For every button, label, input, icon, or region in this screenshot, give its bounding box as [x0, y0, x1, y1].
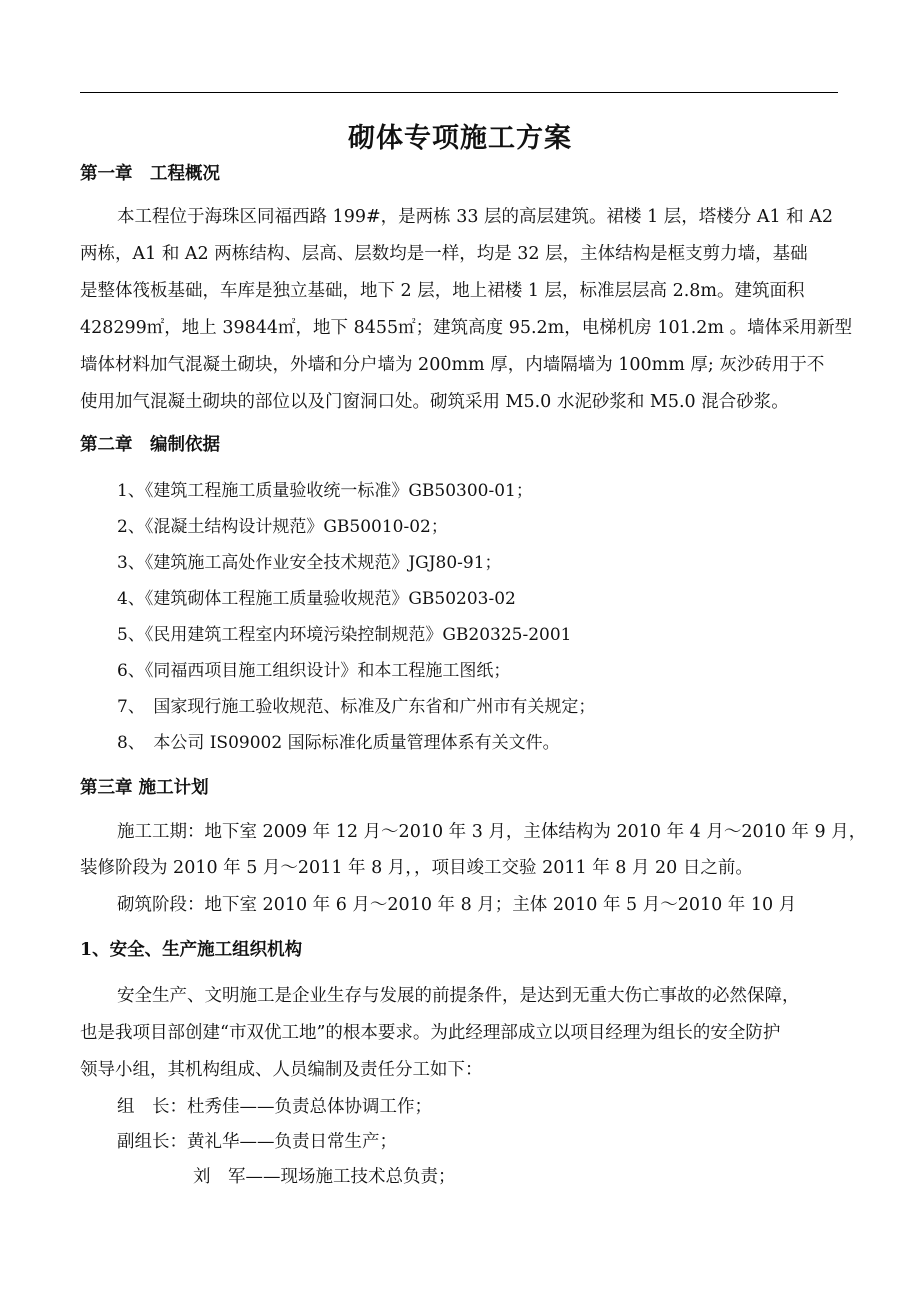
- member-line: 副组长：黄礼华——负责日常生产；: [117, 1132, 397, 1152]
- chapter1-line: 428299㎡，地上 39844㎡，地下 8455㎡；建筑高度 95.2m，电梯机房 101.2m 。墙体采用新型: [80, 318, 853, 338]
- member-line: 组 长：杜秀佳——负责总体协调工作；: [117, 1097, 432, 1117]
- reference-item: 6、《同福西项目施工组织设计》和本工程施工图纸；: [117, 661, 511, 681]
- member-line: 刘 军——现场施工技术总负责；: [193, 1167, 456, 1187]
- document-title: 砌体专项施工方案: [348, 123, 572, 154]
- reference-item: 7、 国家现行施工验收规范、标准及广东省和广州市有关规定；: [117, 697, 596, 717]
- reference-item: 4、《建筑砌体工程施工质量验收规范》GB50203-02: [117, 589, 516, 609]
- section1-line: 也是我项目部创建“市双优工地”的根本要求。为此经理部成立以项目经理为组长的安全防护: [80, 1023, 781, 1043]
- chapter3-line: 装修阶段为 2010 年 5 月～2011 年 8 月，，项目竣工交验 2011 年 8 月 20 日之前。: [80, 858, 753, 878]
- section1-line: 安全生产、文明施工是企业生存与发展的前提条件，是达到无重大伤亡事故的必然保障，: [117, 986, 800, 1006]
- reference-item: 5、《民用建筑工程室内环境污染控制规范》GB20325-2001: [117, 625, 572, 645]
- header-rule: [80, 92, 838, 93]
- chapter3-heading: 第三章 施工计划: [80, 778, 209, 798]
- section1-line: 领导小组，其机构组成、人员编制及责任分工如下：: [80, 1060, 483, 1080]
- reference-item: 8、 本公司 IS09002 国际标准化质量管理体系有关文件。: [117, 733, 560, 753]
- chapter2-heading: 第二章 编制依据: [80, 435, 220, 455]
- chapter1-line: 本工程位于海珠区同福西路 199#，是两栋 33 层的高层建筑。裙楼 1 层，塔楼分 A1 和 A2: [117, 207, 834, 227]
- chapter1-heading: 第一章 工程概况: [80, 164, 220, 184]
- chapter1-line: 两栋，A1 和 A2 两栋结构、层高、层数均是一样，均是 32 层，主体结构是框支剪力墙，基础: [80, 244, 808, 264]
- reference-item: 2、《混凝土结构设计规范》GB50010-02；: [117, 517, 448, 537]
- chapter3-line: 施工工期：地下室 2009 年 12 月～2010 年 3 月，主体结构为 2010 年 4 月～2010 年 9 月，: [117, 822, 867, 842]
- chapter1-line: 是整体筏板基础，车库是独立基础，地下 2 层，地上裙楼 1 层，标准层层高 2.8m。建筑面积: [80, 281, 805, 301]
- section1-heading: 1、安全、生产施工组织机构: [80, 940, 303, 960]
- chapter1-line: 墙体材料加气混凝土砌块，外墙和分户墙为 200mm 厚，内墙隔墙为 100mm 厚; 灰沙砖用于不: [80, 355, 825, 375]
- reference-item: 1、《建筑工程施工质量验收统一标准》GB50300-01；: [117, 481, 533, 501]
- reference-item: 3、《建筑施工高处作业安全技术规范》JGJ80-91；: [117, 553, 502, 573]
- chapter3-line: 砌筑阶段：地下室 2010 年 6 月～2010 年 8 月；主体 2010 年 5 月～2010 年 10 月: [117, 895, 797, 915]
- chapter1-line: 使用加气混凝土砌块的部位以及门窗洞口处。砌筑采用 M5.0 水泥砂浆和 M5.0 混合砂浆。: [80, 392, 789, 412]
